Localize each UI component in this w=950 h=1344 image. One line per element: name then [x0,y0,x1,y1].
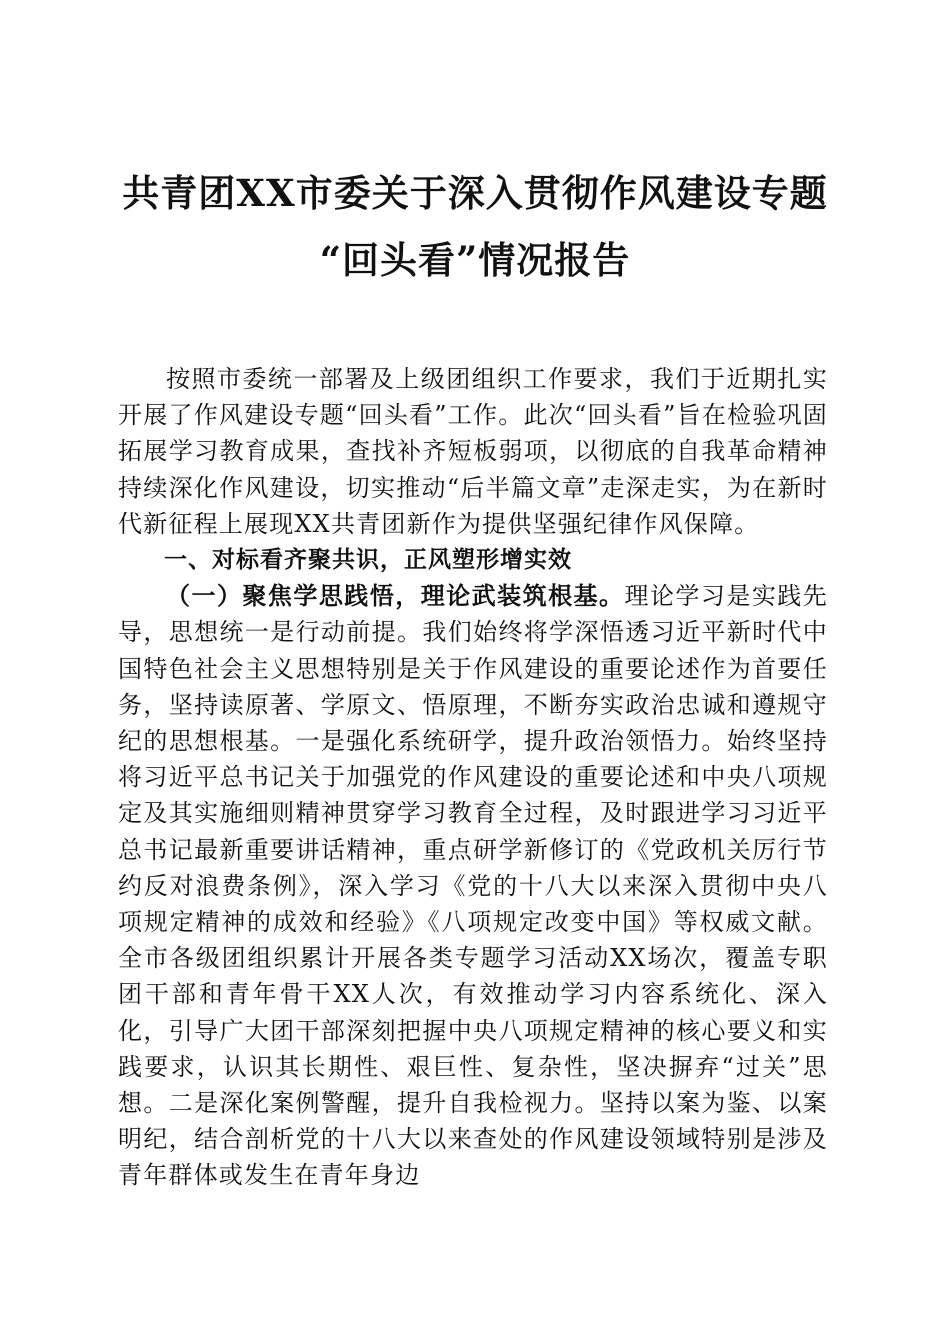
document-title-line-2: “回头看”情况报告 [319,238,631,282]
subsection-1-lead: （一）聚焦学思践悟，理论武装筑根基。 [166,581,625,611]
document-body [118,361,828,1194]
subsection-1-body: 理论学习是实践先导，思想统一是行动前提。我们始终将学深悟透习近平新时代中国特色社会主义思想特别是关于作风建设的重要论述作为首要任务，坚持读原著、学原文、悟原理，不断夯实政治忠诚和遵规守纪的思想根基。一是强化系统研学，提升政治领悟力。始终坚持将习近平总书记关于加强党的作风建设的重要论述和中央八项规定及其实施细则精神贯穿学习教育全过程，及时跟进学习习近平总书记最新重要讲话精神，重点研学新修订的《党政机关厉行节约反对浪费条例》，深入学习《党的十八大以来深入贯彻中央八项规定精神的成效和经验》《八项规定改变中国》等权威文献。全市各级团组织累计开展各类专题学习活动XX场次，覆盖专职团干部和青年骨干XX人次，有效推动学习内容系统化、深入化，引导广大团干部深刻把握中央八项规定精神的核心要义和实践要求，认识其长期性、艰巨性、复杂性，坚决摒弃“过关”思想。二是深化案例警醒，提升自我检视力。坚持以案为鉴、以案明纪，结合剖析党的十八大以来查处的作风建设领域特别是涉及青年群体或发生在青年身边 [118,582,828,1190]
subsection-1-paragraph [118,578,828,1193]
intro-paragraph: 按照市委统一部署及上级团组织工作要求，我们于近期扎实开展了作风建设专题“回头看”工作。此次“回头看”旨在检验巩固拓展学习教育成果，查找补齐短板弱项，以彻底的自我革命精神持续深化作风建设，切实推动“后半篇文章”走深走实，为在新时代新征程上展现XX共青团新作为提供坚强纪律作风保障。 [118,365,828,538]
document-title-line-1: 共青团XX市委关于深入贯彻作风建设专题 [122,171,828,215]
section-heading-1: 一、对标看齐聚共识，正风塑形增实效 [164,547,572,574]
